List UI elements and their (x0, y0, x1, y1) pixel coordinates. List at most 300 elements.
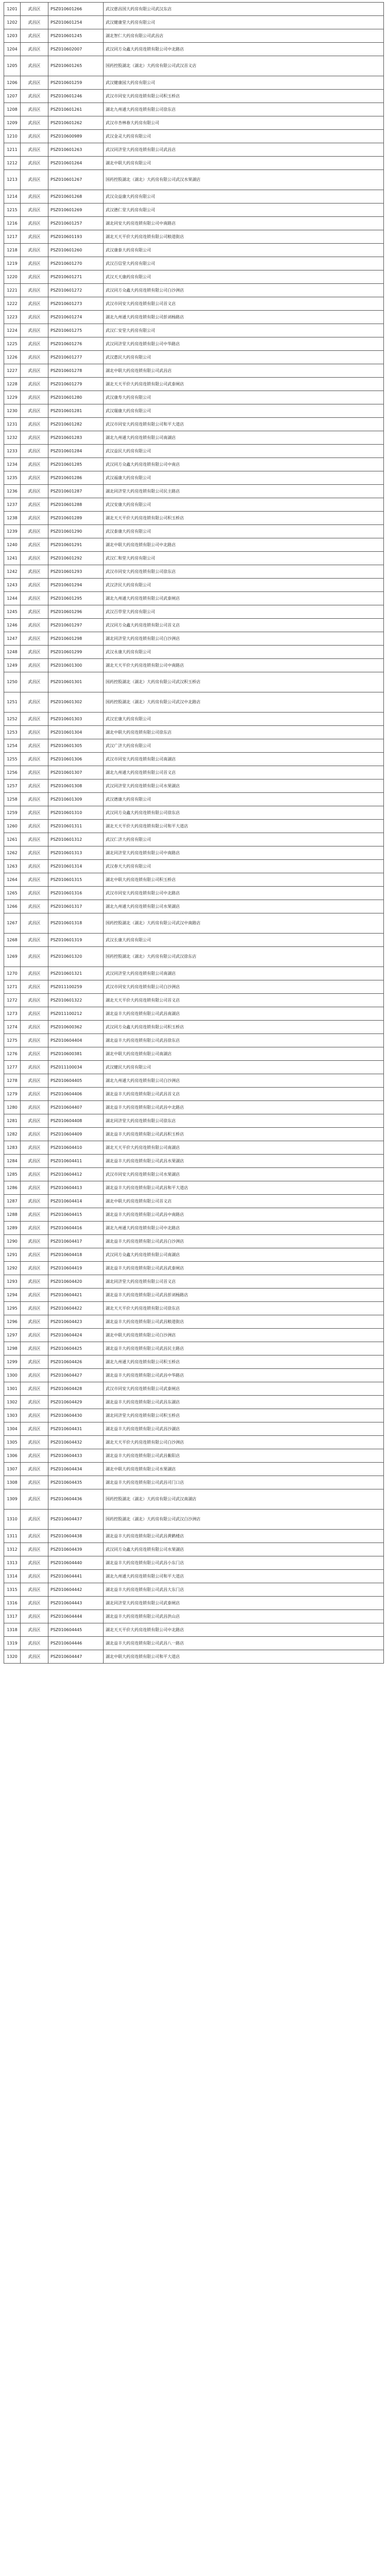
name-cell: 湖北益丰大药房连锁有限公司武昌黄鹤楼店 (104, 1530, 384, 1543)
row-index: 1286 (4, 1181, 21, 1195)
row-index: 1298 (4, 1342, 21, 1355)
district-cell: 武昌区 (21, 391, 48, 404)
code-cell: PSZ010601289 (48, 512, 104, 525)
table-row (4, 887, 384, 900)
name-cell: 湖北九州通大药房连锁有限公司武泰闸店 (104, 592, 384, 605)
table-row (4, 204, 384, 217)
code-cell: PSZ010604421 (48, 1289, 104, 1302)
code-cell: PSZ010601277 (48, 351, 104, 364)
table-row (4, 739, 384, 753)
code-cell: PSZ010601262 (48, 116, 104, 130)
table-row (4, 56, 384, 76)
row-index: 1260 (4, 820, 21, 833)
row-index: 1261 (4, 833, 21, 846)
code-cell: PSZ010604415 (48, 1208, 104, 1222)
district-cell: 武昌区 (21, 753, 48, 766)
table-row (4, 934, 384, 947)
name-cell: 国药控股湖北（湖北）大药房有限公司武汉中南路店 (104, 913, 384, 934)
row-index: 1258 (4, 793, 21, 806)
row-index: 1310 (4, 1510, 21, 1530)
row-index: 1246 (4, 619, 21, 632)
code-cell: PSZ010601276 (48, 337, 104, 351)
district-cell: 武昌区 (21, 1329, 48, 1342)
name-cell: 湖北九州通大药房连锁有限公司积玉桥店 (104, 1355, 384, 1369)
row-index: 1250 (4, 672, 21, 692)
name-cell: 湖北益丰大药房连锁有限公司武昌沙湖店 (104, 1422, 384, 1436)
table-row (4, 1597, 384, 1610)
district-cell: 武昌区 (21, 230, 48, 244)
name-cell: 湖北智仁大药房有限公司武昌店 (104, 29, 384, 43)
code-cell: PSZ010601301 (48, 672, 104, 692)
table-row (4, 605, 384, 619)
code-cell: PSZ010602007 (48, 43, 104, 56)
district-cell: 武昌区 (21, 592, 48, 605)
district-cell: 武昌区 (21, 1034, 48, 1047)
district-cell: 武昌区 (21, 418, 48, 431)
district-cell: 武昌区 (21, 257, 48, 270)
code-cell: PSZ010601268 (48, 190, 104, 204)
code-cell: PSZ010601297 (48, 619, 104, 632)
name-cell: 湖北同济堂大药房连锁有限公司民主路店 (104, 485, 384, 498)
table-row (4, 351, 384, 364)
name-cell: 国药控股湖北（湖北）大药房有限公司武汉徐东店 (104, 947, 384, 967)
district-cell: 武昌区 (21, 1222, 48, 1235)
code-cell: PSZ010601290 (48, 525, 104, 538)
district-cell: 武昌区 (21, 1396, 48, 1409)
district-cell: 武昌区 (21, 485, 48, 498)
name-cell: 武汉百草堂大药房有限公司 (104, 605, 384, 619)
name-cell: 武汉瑞康大药房有限公司 (104, 404, 384, 418)
row-index: 1292 (4, 1262, 21, 1275)
code-cell: PSZ010601193 (48, 230, 104, 244)
row-index: 1253 (4, 726, 21, 739)
district-cell: 武昌区 (21, 1088, 48, 1101)
row-index: 1268 (4, 934, 21, 947)
district-cell: 武昌区 (21, 143, 48, 157)
name-cell: 湖北九州通大药房连锁有限公司首义店 (104, 766, 384, 779)
district-cell: 武昌区 (21, 619, 48, 632)
row-index: 1209 (4, 116, 21, 130)
code-cell: PSZ010604440 (48, 1556, 104, 1570)
name-cell: 湖北中联大药房连锁有限公司徐东店 (104, 726, 384, 739)
table-row (4, 632, 384, 646)
name-cell: 武汉慈昌国大药房有限公司武汉东店 (104, 3, 384, 16)
district-cell: 武昌区 (21, 980, 48, 994)
district-cell: 武昌区 (21, 934, 48, 947)
row-index: 1308 (4, 1476, 21, 1489)
code-cell: PSZ010601281 (48, 404, 104, 418)
row-index: 1300 (4, 1369, 21, 1382)
row-index: 1204 (4, 43, 21, 56)
district-cell: 武昌区 (21, 1074, 48, 1088)
code-cell: PSZ010601311 (48, 820, 104, 833)
district-cell: 武昌区 (21, 1409, 48, 1422)
table-row (4, 646, 384, 659)
district-cell: 武昌区 (21, 1597, 48, 1610)
code-cell: PSZ010604444 (48, 1610, 104, 1623)
row-index: 1243 (4, 579, 21, 592)
row-index: 1251 (4, 692, 21, 713)
table-row (4, 1489, 384, 1510)
district-cell: 武昌区 (21, 1248, 48, 1262)
row-index: 1203 (4, 29, 21, 43)
name-cell: 武汉市同安大药房连锁有限公司和平大道店 (104, 418, 384, 431)
table-row (4, 1530, 384, 1543)
row-index: 1211 (4, 143, 21, 157)
code-cell: PSZ010604404 (48, 1034, 104, 1047)
name-cell: 湖北益丰大药房连锁有限公司武昌八一路店 (104, 1637, 384, 1650)
district-cell: 武昌区 (21, 833, 48, 846)
district-cell: 武昌区 (21, 1355, 48, 1369)
district-cell: 武昌区 (21, 1021, 48, 1034)
district-cell: 武昌区 (21, 90, 48, 103)
table-row (4, 1382, 384, 1396)
name-cell: 湖北中联大药房连锁有限公司和平大道店 (104, 1650, 384, 1664)
row-index: 1285 (4, 1168, 21, 1181)
row-index: 1232 (4, 431, 21, 445)
name-cell: 湖北益丰大药房连锁有限公司武昌南湖店 (104, 1007, 384, 1021)
code-cell: PSZ010601270 (48, 257, 104, 270)
code-cell: PSZ010600362 (48, 1021, 104, 1034)
table-row (4, 1208, 384, 1222)
district-cell: 武昌区 (21, 170, 48, 190)
row-index: 1294 (4, 1289, 21, 1302)
district-cell: 武昌区 (21, 1047, 48, 1061)
row-index: 1202 (4, 16, 21, 29)
district-cell: 武昌区 (21, 1449, 48, 1463)
table-row (4, 1088, 384, 1101)
name-cell: 湖北天天平价大药房连锁有限公司粮道街店 (104, 230, 384, 244)
row-index: 1238 (4, 512, 21, 525)
code-cell: PSZ010601319 (48, 934, 104, 947)
name-cell: 湖北益丰大药房连锁有限公司武昌粮道街店 (104, 1315, 384, 1329)
district-cell: 武昌区 (21, 887, 48, 900)
table-row (4, 116, 384, 130)
code-cell: PSZ010601300 (48, 659, 104, 672)
name-cell: 武汉益民大药房有限公司 (104, 445, 384, 458)
row-index: 1219 (4, 257, 21, 270)
name-cell: 湖北益丰大药房连锁有限公司武昌白沙洲店 (104, 1235, 384, 1248)
table-row (4, 1610, 384, 1623)
district-cell: 武昌区 (21, 1610, 48, 1623)
district-cell: 武昌区 (21, 458, 48, 471)
table-row (4, 1650, 384, 1664)
code-cell: PSZ010601304 (48, 726, 104, 739)
table-row (4, 1181, 384, 1195)
row-index: 1228 (4, 378, 21, 391)
name-cell: 武汉市杏林春大药房有限公司 (104, 116, 384, 130)
district-cell: 武昌区 (21, 3, 48, 16)
name-cell: 湖北天天平价大药房连锁有限公司和平大道店 (104, 820, 384, 833)
table-row (4, 860, 384, 873)
district-cell: 武昌区 (21, 1262, 48, 1275)
name-cell: 国药控股湖北（湖北）大药房有限公司武汉白沙洲店 (104, 1510, 384, 1530)
row-index: 1249 (4, 659, 21, 672)
code-cell: PSZ010601322 (48, 994, 104, 1007)
district-cell: 武昌区 (21, 1583, 48, 1597)
district-cell: 武昌区 (21, 605, 48, 619)
name-cell: 武汉健民大药房有限公司 (104, 1061, 384, 1074)
row-index: 1262 (4, 846, 21, 860)
district-cell: 武昌区 (21, 713, 48, 726)
code-cell: PSZ010604429 (48, 1396, 104, 1409)
district-cell: 武昌区 (21, 1061, 48, 1074)
name-cell: 武汉长康大药房有限公司 (104, 934, 384, 947)
row-index: 1293 (4, 1275, 21, 1289)
code-cell: PSZ010604423 (48, 1315, 104, 1329)
district-cell: 武昌区 (21, 1128, 48, 1141)
name-cell: 武汉德仁堂大药房有限公司 (104, 204, 384, 217)
name-cell: 武汉市同安大药房连锁有限公司水果湖店 (104, 1168, 384, 1181)
district-cell: 武昌区 (21, 445, 48, 458)
district-cell: 武昌区 (21, 1369, 48, 1382)
table-row (4, 270, 384, 284)
table-row (4, 1355, 384, 1369)
name-cell: 湖北益丰大药房连锁有限公司武昌民主路店 (104, 1342, 384, 1355)
table-row (4, 157, 384, 170)
code-cell: PSZ010604422 (48, 1302, 104, 1315)
district-cell: 武昌区 (21, 56, 48, 76)
table-row (4, 1449, 384, 1463)
name-cell: 湖北九州通大药房连锁有限公司徐东店 (104, 103, 384, 116)
row-index: 1210 (4, 130, 21, 143)
code-cell: PSZ010604441 (48, 1570, 104, 1583)
table-row (4, 1436, 384, 1449)
name-cell: 湖北中联大药房有限公司 (104, 157, 384, 170)
row-index: 1254 (4, 739, 21, 753)
name-cell: 湖北益丰大药房连锁有限公司武昌司门口店 (104, 1476, 384, 1489)
district-cell: 武昌区 (21, 311, 48, 324)
table-row (4, 1422, 384, 1436)
table-row (4, 726, 384, 739)
district-cell: 武昌区 (21, 190, 48, 204)
row-index: 1208 (4, 103, 21, 116)
district-cell: 武昌区 (21, 431, 48, 445)
row-index: 1233 (4, 445, 21, 458)
name-cell: 湖北益丰大药房连锁有限公司武昌武泰闸店 (104, 1262, 384, 1275)
district-cell: 武昌区 (21, 1302, 48, 1315)
name-cell: 湖北益丰大药房连锁有限公司武昌彭刘杨路店 (104, 1289, 384, 1302)
name-cell: 湖北九州通大药房连锁有限公司彭刘杨路店 (104, 311, 384, 324)
name-cell: 湖北益丰大药房连锁有限公司武昌首义店 (104, 1088, 384, 1101)
table-row (4, 1623, 384, 1637)
table-row (4, 994, 384, 1007)
code-cell: PSZ010604407 (48, 1101, 104, 1114)
district-cell: 武昌区 (21, 16, 48, 29)
district-cell: 武昌区 (21, 204, 48, 217)
district-cell: 武昌区 (21, 130, 48, 143)
row-index: 1223 (4, 311, 21, 324)
row-index: 1319 (4, 1637, 21, 1650)
name-cell: 湖北九州通大药房连锁有限公司和平大道店 (104, 1570, 384, 1583)
code-cell: PSZ010604414 (48, 1195, 104, 1208)
name-cell: 武汉永康大药房有限公司 (104, 646, 384, 659)
name-cell: 武汉同方众鑫大药房连锁有限公司白沙洲店 (104, 284, 384, 297)
table-row (4, 579, 384, 592)
code-cell: PSZ010604431 (48, 1422, 104, 1436)
district-cell: 武昌区 (21, 498, 48, 512)
pharmacy-table (4, 2, 384, 1664)
district-cell: 武昌区 (21, 512, 48, 525)
name-cell: 湖北中联大药房连锁有限公司南湖店 (104, 1047, 384, 1061)
table-row (4, 485, 384, 498)
table-row (4, 458, 384, 471)
code-cell: PSZ010604425 (48, 1342, 104, 1355)
row-index: 1205 (4, 56, 21, 76)
code-cell: PSZ010601267 (48, 170, 104, 190)
name-cell: 湖北中联大药房连锁有限公司白沙洲店 (104, 1329, 384, 1342)
code-cell: PSZ010604409 (48, 1128, 104, 1141)
code-cell: PSZ010604446 (48, 1637, 104, 1650)
name-cell: 湖北天天平价大药房连锁有限公司积玉桥店 (104, 512, 384, 525)
table-row (4, 1396, 384, 1409)
code-cell: PSZ010601283 (48, 431, 104, 445)
row-index: 1252 (4, 713, 21, 726)
district-cell: 武昌区 (21, 244, 48, 257)
name-cell: 湖北益丰大药房连锁有限公司武昌大东门店 (104, 1583, 384, 1597)
code-cell: PSZ010601285 (48, 458, 104, 471)
name-cell: 武汉众益康大药房有限公司 (104, 190, 384, 204)
code-cell: PSZ010600989 (48, 130, 104, 143)
row-index: 1214 (4, 190, 21, 204)
district-cell: 武昌区 (21, 967, 48, 980)
district-cell: 武昌区 (21, 565, 48, 579)
district-cell: 武昌区 (21, 471, 48, 485)
table-row (4, 552, 384, 565)
name-cell: 湖北九州通大药房连锁有限公司南湖店 (104, 431, 384, 445)
code-cell: PSZ010604436 (48, 1489, 104, 1510)
row-index: 1279 (4, 1088, 21, 1101)
district-cell: 武昌区 (21, 1623, 48, 1637)
table-row (4, 538, 384, 552)
table-row (4, 833, 384, 846)
name-cell: 武汉百信堂大药房有限公司 (104, 257, 384, 270)
district-cell: 武昌区 (21, 672, 48, 692)
code-cell: PSZ010604437 (48, 1510, 104, 1530)
district-cell: 武昌区 (21, 1114, 48, 1128)
name-cell: 湖北同济堂大药房连锁有限公司首义店 (104, 1275, 384, 1289)
district-cell: 武昌区 (21, 76, 48, 90)
code-cell: PSZ010604408 (48, 1114, 104, 1128)
row-index: 1282 (4, 1128, 21, 1141)
name-cell: 国药控股湖北（湖北）大药房有限公司武汉水果湖店 (104, 170, 384, 190)
district-cell: 武昌区 (21, 29, 48, 43)
table-row (4, 1235, 384, 1248)
table-row (4, 913, 384, 934)
name-cell: 武汉仁济大药房有限公司 (104, 833, 384, 846)
district-cell: 武昌区 (21, 1422, 48, 1436)
row-index: 1265 (4, 887, 21, 900)
row-index: 1288 (4, 1208, 21, 1222)
code-cell: PSZ010601266 (48, 3, 104, 16)
table-row (4, 793, 384, 806)
row-index: 1217 (4, 230, 21, 244)
code-cell: PSZ010604443 (48, 1597, 104, 1610)
row-index: 1206 (4, 76, 21, 90)
code-cell: PSZ010601294 (48, 579, 104, 592)
district-cell: 武昌区 (21, 1570, 48, 1583)
district-cell: 武昌区 (21, 1007, 48, 1021)
name-cell: 武汉同方众鑫大药房连锁有限公司南湖店 (104, 1248, 384, 1262)
row-index: 1306 (4, 1449, 21, 1463)
name-cell: 湖北益丰大药房连锁有限公司武昌中南路店 (104, 1208, 384, 1222)
table-row (4, 324, 384, 337)
row-index: 1314 (4, 1570, 21, 1583)
name-cell: 武汉同济堂大药房连锁有限公司南湖店 (104, 967, 384, 980)
name-cell: 武汉市同安大药房连锁有限公司徐东店 (104, 565, 384, 579)
code-cell: PSZ010604413 (48, 1181, 104, 1195)
code-cell: PSZ010601308 (48, 779, 104, 793)
district-cell: 武昌区 (21, 779, 48, 793)
district-cell: 武昌区 (21, 351, 48, 364)
name-cell: 湖北益丰大药房连锁有限公司武昌洪山店 (104, 1610, 384, 1623)
row-index: 1216 (4, 217, 21, 230)
district-cell: 武昌区 (21, 1155, 48, 1168)
table-row (4, 753, 384, 766)
code-cell: PSZ010601295 (48, 592, 104, 605)
row-index: 1220 (4, 270, 21, 284)
code-cell: PSZ010604418 (48, 1248, 104, 1262)
code-cell: PSZ010601310 (48, 806, 104, 820)
code-cell: PSZ010601260 (48, 244, 104, 257)
table-row (4, 43, 384, 56)
row-index: 1280 (4, 1101, 21, 1114)
name-cell: 武汉同方众鑫大药房连锁有限公司积玉桥店 (104, 1021, 384, 1034)
table-row (4, 1222, 384, 1235)
name-cell: 湖北九州通大药房连锁有限公司白沙洲店 (104, 1074, 384, 1088)
district-cell: 武昌区 (21, 860, 48, 873)
code-cell: PSZ010601309 (48, 793, 104, 806)
table-row (4, 217, 384, 230)
row-index: 1297 (4, 1329, 21, 1342)
row-index: 1236 (4, 485, 21, 498)
row-index: 1247 (4, 632, 21, 646)
row-index: 1248 (4, 646, 21, 659)
row-index: 1213 (4, 170, 21, 190)
row-index: 1257 (4, 779, 21, 793)
code-cell: PSZ010601292 (48, 552, 104, 565)
district-cell: 武昌区 (21, 103, 48, 116)
table-row (4, 1476, 384, 1489)
table-row (4, 592, 384, 605)
district-cell: 武昌区 (21, 873, 48, 887)
name-cell: 湖北益丰大药房连锁有限公司武昌中华路店 (104, 1369, 384, 1382)
code-cell: PSZ010601245 (48, 29, 104, 43)
code-cell: PSZ010601286 (48, 471, 104, 485)
name-cell: 湖北益丰大药房连锁有限公司武昌积玉桥店 (104, 1128, 384, 1141)
table-row (4, 297, 384, 311)
name-cell: 湖北九州通大药房连锁有限公司中北路店 (104, 1222, 384, 1235)
name-cell: 湖北益丰大药房连锁有限公司武昌中北路店 (104, 1101, 384, 1114)
name-cell: 湖北中联大药房连锁有限公司积玉桥店 (104, 873, 384, 887)
code-cell: PSZ010601257 (48, 217, 104, 230)
table-row (4, 337, 384, 351)
name-cell: 武汉同方众鑫大药房连锁有限公司中南店 (104, 458, 384, 471)
district-cell: 武昌区 (21, 1530, 48, 1543)
table-row (4, 1168, 384, 1181)
table-row (4, 1074, 384, 1088)
name-cell: 武汉市同安大药房连锁有限公司中北路店 (104, 887, 384, 900)
code-cell: PSZ010604410 (48, 1141, 104, 1155)
name-cell: 湖北天天平价大药房连锁有限公司中北路店 (104, 1623, 384, 1637)
table-row (4, 806, 384, 820)
code-cell: PSZ010604433 (48, 1449, 104, 1463)
district-cell: 武昌区 (21, 1275, 48, 1289)
name-cell: 国药控股湖北（湖北）大药房有限公司武汉首义店 (104, 56, 384, 76)
table-row (4, 418, 384, 431)
code-cell: PSZ010604411 (48, 1155, 104, 1168)
row-index: 1270 (4, 967, 21, 980)
